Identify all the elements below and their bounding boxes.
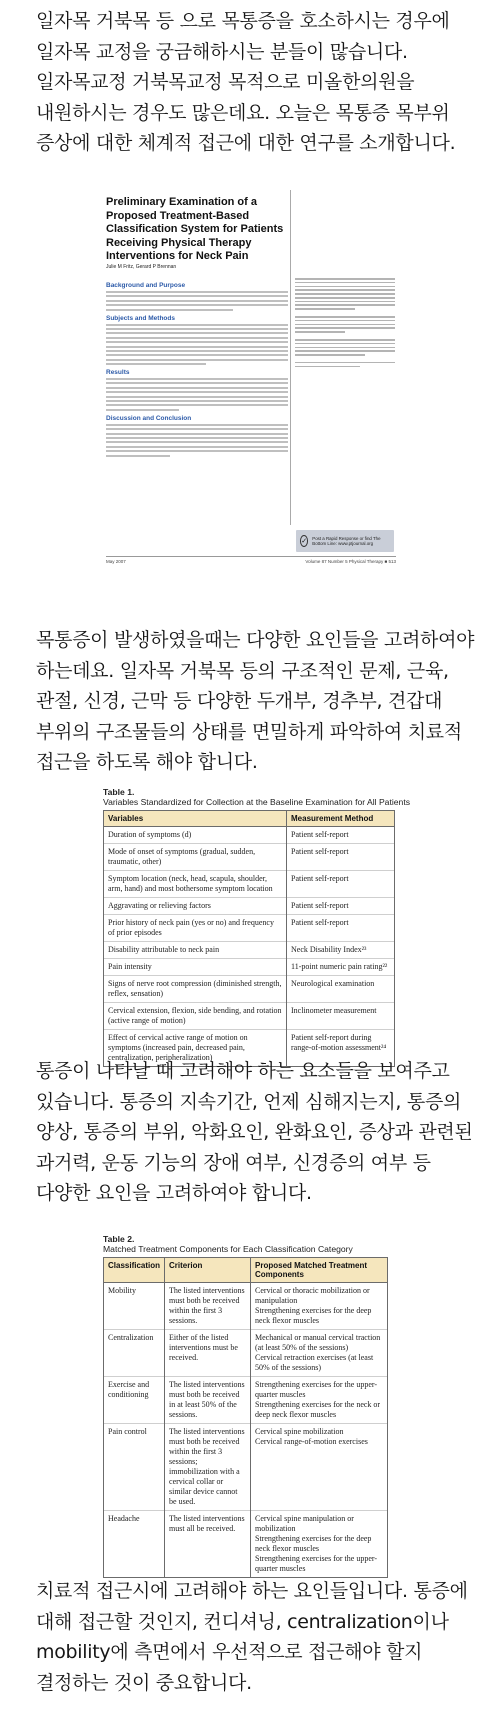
table-2-grid [103,1257,388,1578]
article-authors: Julie M Fritz, Gerard P Brennan [106,264,177,270]
table-2-cell: The listed interventions must both be received within the first 3 sessions; immobilization with a cervical collar or similar device cannot be used. [165,1424,251,1511]
table-2-cell: The listed interventions must both be received in at least 50% of the sessions. [165,1377,251,1424]
table-2-title: Matched Treatment Components for Each Classification Category [103,1244,353,1254]
table-1-cell: Pain intensity [104,959,287,976]
table-2-cell: Pain control [104,1424,165,1511]
rapid-response-icon: ✓ [301,537,308,545]
table-2 [103,1234,388,1578]
table-1-cell: Inclinometer measurement [287,1003,395,1030]
table-1-caption [103,787,410,807]
table-2-header-criterion: Criterion [165,1258,251,1283]
table-2-row [104,1424,388,1511]
table-1-cell: Duration of symptoms (d) [104,827,287,844]
table-2-label: Table 2. [103,1234,135,1244]
table-1-cell: 11-point numeric pain rating²² [287,959,395,976]
table-1-header-method: Measurement Method [287,811,395,827]
abstract-heading-discussion: Discussion and Conclusion [106,414,192,422]
table-2-cell: Exercise and conditioning [104,1377,165,1424]
table-1-cell: Patient self-report [287,915,395,942]
table-1-cell: Patient self-report [287,871,395,898]
table-2-cell: The listed interventions must both be received within the first 3 sessions. [165,1283,251,1330]
table-1-row [104,844,395,871]
table-2-cell: Strengthening exercises for the upper-quarter muscles Strengthening exercises for the neck or deep neck flexor muscles [251,1377,388,1424]
table-1-cell: Aggravating or relieving factors [104,898,287,915]
table-2-cell: The listed interventions must all be received. [165,1511,251,1578]
table-1-cell: Neurological examination [287,976,395,1003]
table-2-cell: Headache [104,1511,165,1578]
table-1-cell: Patient self-report [287,844,395,871]
table-1-grid [103,810,395,1067]
table-1-cell: Cervical extension, flexion, side bending, and rotation (active range of motion) [104,1003,287,1030]
author-affiliations [295,278,395,369]
article-title: Preliminary Examination of a Proposed Treatment-Based Classification System for Patients Receiving Physical Therapy Interventions for Neck Pain [106,196,284,262]
table-2-row [104,1330,388,1377]
abstract-heading-results: Results [106,369,130,377]
table-1-cell: Patient self-report [287,898,395,915]
table-1-row [104,827,395,844]
table-2-cell: Cervical spine mobilization Cervical range-of-motion exercises [251,1424,388,1511]
rapid-response-text: Post a Rapid Response or find The Bottom Line: www.ptjournal.org [312,535,381,546]
table-1-cell: Patient self-report [287,827,395,844]
table-1-row [104,898,395,915]
table-1-row [104,915,395,942]
pain-factors-paragraph: 통증이 나타날 때 고려해야 하는 요소들을 보여주고 있습니다. 통증의 지속기간, 언제 심해지는지, 통증의 양상, 통증의 부위, 악화요인, 완화요인, 증상과 관련된 과거력, 운동 기능의 장애 여부, 신경증의 여부 등 다양한 요인을 고려하여야 합니다. [36,1060,473,1204]
table-2-row [104,1511,388,1578]
table-1-cell: Patient self-report during range-of-motion assessment²⁴ [287,1030,395,1067]
table-1-row [104,976,395,1003]
table-1-cell: Symptom location (neck, head, scapula, shoulder, arm, hand) and most bothersome symptom location [104,871,287,898]
table-1-cell: Mode of onset of symptoms (gradual, sudden, traumatic, other) [104,844,287,871]
factors-paragraph: 목통증이 발생하였을때는 다양한 요인들을 고려하여야 하는데요. 일자목 거북목 등의 구조적인 문제, 근육, 관절, 신경, 근막 등 다양한 두개부, 경추부, 견갑대 부위의 구조물들의 상태를 면밀하게 파악하여 치료적 접근을 하도록 해야 합니다. [36,629,475,773]
table-1-row [104,942,395,959]
table-1-cell: Neck Disability Index²³ [287,942,395,959]
table-1-label: Table 1. [103,787,135,797]
footer-journal: Volume 87 Number 5 Physical Therapy ■ 513 [305,559,396,564]
table-2-header-components: Proposed Matched Treatment Components [251,1258,388,1283]
footer-date: May 2007 [106,559,126,564]
table-2-cell: Mobility [104,1283,165,1330]
rapid-response-box [296,530,394,552]
table-1-cell: Prior history of neck pain (yes or no) and frequency of prior episodes [104,915,287,942]
article-first-page-image [98,178,398,570]
table-2-cell: Either of the listed interventions must be received. [165,1330,251,1377]
table-2-cell: Cervical or thoracic mobilization or manipulation Strengthening exercises for the deep neck flexor muscles [251,1283,388,1330]
table-1-row [104,959,395,976]
table-2-cell: Cervical spine manipulation or mobilization Strengthening exercises for the deep neck flexor muscles Strengthening exercises for the upper-quarter muscles [251,1511,388,1578]
table-2-row [104,1283,388,1330]
article-abstract [106,278,288,459]
table-1 [103,787,410,1067]
table-1-row [104,1003,395,1030]
intro-paragraph: 일자목 거북목 등 으로 목통증을 호소하시는 경우에 일자목 교정을 궁금해하시는 분들이 많습니다. 일자목교정 거북목교정 목적으로 미올한의원을 내원하시는 경우도 많은데요. 오늘은 목통증 목부위 증상에 대한 체계적 접근에 대한 연구를 소개합니다. [36,10,456,154]
table-1-row [104,871,395,898]
table-1-cell: Effect of cervical active range of motion on symptoms (increased pain, decreased pain, centralization, peripheralization) [104,1030,287,1067]
article-footer [106,559,396,567]
table-2-row [104,1377,388,1424]
table-2-cell: Centralization [104,1330,165,1377]
abstract-heading-methods: Subjects and Methods [106,314,175,322]
table-2-cell: Mechanical or manual cervical traction (at least 50% of the sessions) Cervical retraction exercises (at least 50% of the sessions) [251,1330,388,1377]
table-1-cell: Signs of nerve root compression (diminished strength, reflex, sensation) [104,976,287,1003]
table-2-header-classification: Classification [104,1258,165,1283]
table-1-header-variables: Variables [104,811,287,827]
table-1-cell: Disability attributable to neck pain [104,942,287,959]
treatment-approach-paragraph: 치료적 접근시에 고려해야 하는 요인들입니다. 통증에 대해 접근할 것인지, 컨디셔닝, centralization이나 mobility에 측면에서 우선적으로 접근해야 할지 결정하는 것이 중요합니다. [36,1580,468,1694]
table-1-title: Variables Standardized for Collection at the Baseline Examination for All Patients [103,797,410,807]
column-divider [290,190,291,525]
abstract-heading-background: Background and Purpose [106,282,186,289]
table-2-caption [103,1234,388,1254]
